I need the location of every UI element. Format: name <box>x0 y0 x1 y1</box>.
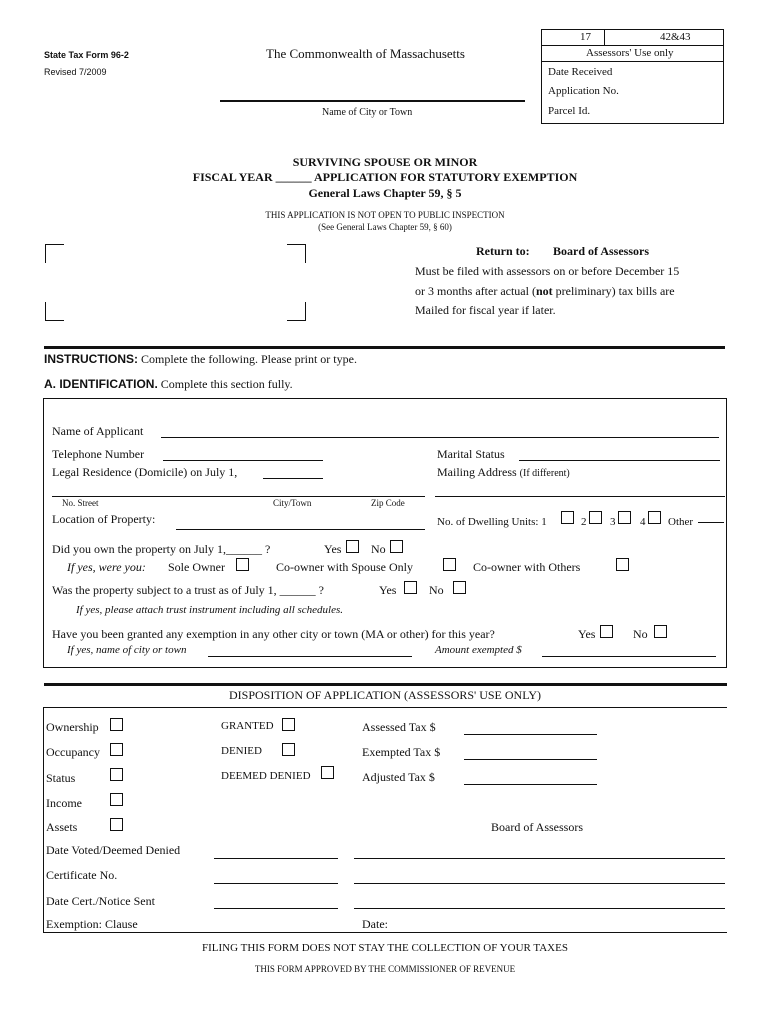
granted-checkbox[interactable] <box>282 718 295 731</box>
mailing-address-text: Mailing Address <box>437 465 517 479</box>
date-label: Date: <box>362 917 388 931</box>
section-a-label: A. IDENTIFICATION. <box>44 377 158 391</box>
assessors-box-title: Assessors' Use only <box>586 47 674 59</box>
deemed-denied-label: DEEMED DENIED <box>221 770 311 782</box>
parcel-id-label: Parcel Id. <box>548 105 591 117</box>
code-divider <box>604 30 605 45</box>
corner-bottom-right <box>287 302 306 321</box>
coowner-spouse-label: Co-owner with Spouse Only <box>276 560 413 574</box>
box-divider-1 <box>542 45 723 46</box>
filing-deadline-line-1: Must be filed with assessors on or before December 15 <box>415 264 680 278</box>
footer-line-1: FILING THIS FORM DOES NOT STAY THE COLLECTION OF YOUR TAXES <box>202 942 568 954</box>
sole-owner-checkbox[interactable] <box>236 558 249 571</box>
dwelling-1-checkbox[interactable] <box>561 511 574 524</box>
dwelling-4-checkbox[interactable] <box>648 511 661 524</box>
exemption-clause-label: Exemption: Clause <box>46 917 138 931</box>
disposition-title: DISPOSITION OF APPLICATION (ASSESSORS' USE ONLY) <box>228 688 541 702</box>
marital-status-label: Marital Status <box>437 447 505 461</box>
certificate-no-label: Certificate No. <box>46 868 118 882</box>
occupancy-checkbox[interactable] <box>110 743 123 756</box>
location-field[interactable] <box>176 516 425 530</box>
city-town-caption: City/Town <box>273 498 312 508</box>
board-of-assessors-label: Board of Assessors <box>491 820 583 834</box>
trust-no-checkbox[interactable] <box>453 581 466 594</box>
title-line-2: FISCAL YEAR ______ APPLICATION FOR STATUTORY EXEMPTION <box>192 170 578 184</box>
legal-residence-address-field[interactable] <box>52 483 425 497</box>
city-town-field[interactable] <box>220 100 525 102</box>
deadline-text-c: preliminary) tax bills are <box>552 284 675 298</box>
deemed-denied-checkbox[interactable] <box>321 766 334 779</box>
occupancy-label: Occupancy <box>46 745 100 759</box>
return-to-value: Board of Assessors <box>553 244 650 258</box>
notice-line-1: THIS APPLICATION IS NOT OPEN TO PUBLIC INSPECTION <box>265 210 505 220</box>
certificate-no-field[interactable] <box>214 871 338 884</box>
notice-line-2: (See General Laws Chapter 59, § 60) <box>318 222 452 232</box>
name-of-applicant-field[interactable] <box>161 424 719 438</box>
telephone-label: Telephone Number <box>52 447 145 461</box>
footer-line-2: THIS FORM APPROVED BY THE COMMISSIONER OF REVENUE <box>254 964 516 974</box>
other-city-field[interactable] <box>208 644 412 657</box>
date-cert-field[interactable] <box>214 896 338 909</box>
if-different-note: (If different) <box>519 468 570 479</box>
trust-no-label: No <box>429 583 444 597</box>
assessor-signature-3[interactable] <box>354 896 725 909</box>
date-voted-label: Date Voted/Deemed Denied <box>46 843 181 857</box>
granted-label: GRANTED <box>221 720 274 732</box>
code-left: 17 <box>580 31 591 43</box>
own-no-checkbox[interactable] <box>390 540 403 553</box>
trust-question: Was the property subject to a trust as of July 1, ______ ? <box>52 583 324 597</box>
date-received-label: Date Received <box>548 66 613 78</box>
denied-label: DENIED <box>221 745 262 757</box>
exemption-question: Have you been granted any exemption in any other city or town (MA or other) for this year? <box>52 627 495 641</box>
dwelling-2-checkbox[interactable] <box>589 511 602 524</box>
no-street-caption: No. Street <box>62 498 99 508</box>
own-property-question: Did you own the property on July 1,______ ? <box>52 542 271 556</box>
exemption-yes-checkbox[interactable] <box>600 625 613 638</box>
dwelling-other-field[interactable] <box>698 516 724 523</box>
exempted-tax-field[interactable] <box>464 747 597 760</box>
zip-caption: Zip Code <box>371 498 405 508</box>
corner-top-left <box>45 244 64 263</box>
assessor-signature-2[interactable] <box>354 871 725 884</box>
title-line-1: SURVIVING SPOUSE OR MINOR <box>292 155 478 169</box>
dwelling-4-label: 4 <box>640 516 646 528</box>
application-no-label: Application No. <box>548 85 619 97</box>
trust-yes-label: Yes <box>379 583 397 597</box>
box-divider-2 <box>542 61 723 62</box>
dwelling-2-label: 2 <box>581 516 587 528</box>
deadline-text-a: or 3 months after actual ( <box>415 284 536 298</box>
telephone-field[interactable] <box>163 447 323 461</box>
mailing-address-field[interactable] <box>435 483 725 497</box>
instructions-label: INSTRUCTIONS: <box>44 352 138 366</box>
dwelling-3-label: 3 <box>610 516 616 528</box>
instructions-rule <box>44 346 725 349</box>
amount-exempted-field[interactable] <box>542 644 716 657</box>
disposition-rule <box>44 683 727 686</box>
assessed-tax-label: Assessed Tax $ <box>362 720 436 734</box>
instructions-text: Complete the following. Please print or type. <box>141 352 357 366</box>
filing-deadline-line-3: Mailed for fiscal year if later. <box>415 303 556 317</box>
assessor-signature-1[interactable] <box>354 846 725 859</box>
ownership-label: Ownership <box>46 720 99 734</box>
own-yes-checkbox[interactable] <box>346 540 359 553</box>
date-cert-label: Date Cert./Notice Sent <box>46 894 155 908</box>
assessed-tax-field[interactable] <box>464 722 597 735</box>
revised-date: Revised 7/2009 <box>44 67 107 77</box>
status-label: Status <box>46 771 76 785</box>
income-checkbox[interactable] <box>110 793 123 806</box>
disposition-bottom-rule <box>43 932 727 933</box>
ownership-checkbox[interactable] <box>110 718 123 731</box>
exempted-tax-label: Exempted Tax $ <box>362 745 441 759</box>
name-of-applicant-label: Name of Applicant <box>52 424 144 438</box>
section-a-text: Complete this section fully. <box>160 377 293 391</box>
form-id: State Tax Form 96-2 <box>44 50 129 60</box>
adjusted-tax-field[interactable] <box>464 772 597 785</box>
amount-exempted-label: Amount exempted $ <box>435 644 522 656</box>
dwelling-other-label: Other <box>668 516 694 528</box>
instructions <box>44 352 357 367</box>
status-checkbox[interactable] <box>110 768 123 781</box>
exemption-no-label: No <box>633 627 648 641</box>
exemption-yes-label: Yes <box>578 627 596 641</box>
own-no-label: No <box>371 542 386 556</box>
city-town-label: Name of City or Town <box>322 107 413 118</box>
legal-residence-label: Legal Residence (Domicile) on July 1, <box>52 465 238 479</box>
commonwealth-title: The Commonwealth of Massachusetts <box>266 46 465 61</box>
filing-deadline-line-2 <box>415 284 675 299</box>
return-to-label: Return to: <box>476 244 530 258</box>
assessors-use-box <box>541 29 724 124</box>
if-yes-city-label: If yes, name of city or town <box>67 644 187 656</box>
deadline-text-not: not <box>535 284 553 298</box>
assets-checkbox[interactable] <box>110 818 123 831</box>
corner-top-right <box>287 244 306 263</box>
code-right: 42&43 <box>660 31 691 43</box>
coowner-others-checkbox[interactable] <box>616 558 629 571</box>
dwelling-3-checkbox[interactable] <box>618 511 631 524</box>
income-label: Income <box>46 796 82 810</box>
dwelling-units-label: No. of Dwelling Units: 1 <box>437 516 547 528</box>
own-yes-label: Yes <box>324 542 342 556</box>
coowner-spouse-checkbox[interactable] <box>443 558 456 571</box>
section-a-heading <box>44 377 293 392</box>
date-voted-field[interactable] <box>214 846 338 859</box>
denied-checkbox[interactable] <box>282 743 295 756</box>
trust-yes-checkbox[interactable] <box>404 581 417 594</box>
if-yes-were-you: If yes, were you: <box>67 560 146 574</box>
legal-residence-year-field[interactable] <box>263 465 323 479</box>
trust-note: If yes, please attach trust instrument including all schedules. <box>76 604 344 616</box>
exemption-no-checkbox[interactable] <box>654 625 667 638</box>
title-line-3: General Laws Chapter 59, § 5 <box>308 186 462 200</box>
coowner-others-label: Co-owner with Others <box>473 560 581 574</box>
location-label: Location of Property: <box>52 512 156 526</box>
mailing-address-label <box>437 465 570 480</box>
sole-owner-label: Sole Owner <box>168 560 225 574</box>
assets-label: Assets <box>46 820 78 834</box>
marital-status-field[interactable] <box>519 447 720 461</box>
adjusted-tax-label: Adjusted Tax $ <box>362 770 435 784</box>
corner-bottom-left <box>45 302 64 321</box>
